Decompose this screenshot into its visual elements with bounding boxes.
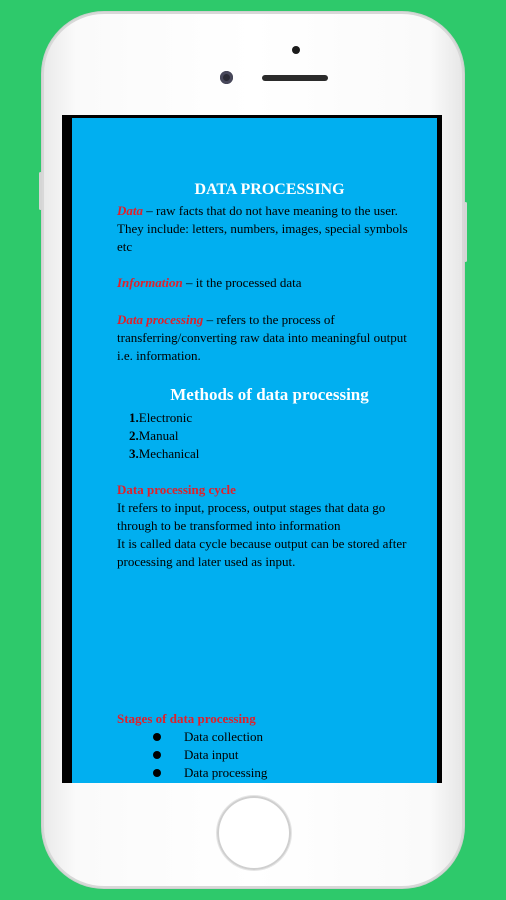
volume-button xyxy=(39,172,42,210)
methods-list xyxy=(129,409,199,463)
data-definition-text: – raw facts that do not have meaning to the user. They include: letters, numbers, images, special symbols etc xyxy=(117,203,408,254)
list-item xyxy=(153,764,267,782)
document-view[interactable] xyxy=(72,118,437,783)
methods-title: Methods of data processing xyxy=(170,385,369,404)
processing-term: Data processing xyxy=(117,312,204,327)
information-term: Information xyxy=(117,275,183,290)
list-label: Data processing xyxy=(184,765,268,780)
sensor-dot xyxy=(292,46,300,54)
list-number: 3. xyxy=(129,446,139,461)
page-title: DATA PROCESSING xyxy=(194,181,345,198)
list-label: Data collection xyxy=(184,729,264,744)
list-item xyxy=(153,728,267,746)
list-item xyxy=(129,445,199,463)
data-definition xyxy=(117,202,422,256)
data-term: Data xyxy=(117,203,143,218)
cycle-heading: Data processing cycle xyxy=(117,482,236,497)
list-item xyxy=(129,409,199,427)
list-label: Electronic xyxy=(138,410,193,425)
bullet-icon xyxy=(153,751,161,759)
earpiece-speaker xyxy=(262,75,328,81)
list-item xyxy=(153,746,267,764)
cycle-text-1: It refers to input, process, output stages that data go through to be transformed into information xyxy=(117,500,386,533)
list-number: 2. xyxy=(129,428,139,443)
front-camera-icon xyxy=(220,71,233,84)
list-label: Mechanical xyxy=(138,446,200,461)
phone-screen xyxy=(62,115,442,783)
information-definition-text: – it the processed data xyxy=(182,275,302,290)
stages-list xyxy=(153,728,267,782)
power-button xyxy=(464,202,467,262)
list-label: Data input xyxy=(184,747,239,762)
processing-definition xyxy=(117,311,422,365)
list-item xyxy=(129,427,199,445)
home-button[interactable] xyxy=(217,796,291,870)
bullet-icon xyxy=(153,733,161,741)
stages-heading: Stages of data processing xyxy=(117,711,256,726)
bullet-icon xyxy=(153,769,161,777)
cycle-text-2: It is called data cycle because output can be stored after processing and later used as input. xyxy=(117,536,407,569)
information-definition xyxy=(117,274,422,292)
list-number: 1. xyxy=(129,410,139,425)
list-label: Manual xyxy=(138,428,179,443)
processing-definition-text: – refers to the process of transferring/converting raw data into meaningful output i.e. information. xyxy=(117,312,407,363)
